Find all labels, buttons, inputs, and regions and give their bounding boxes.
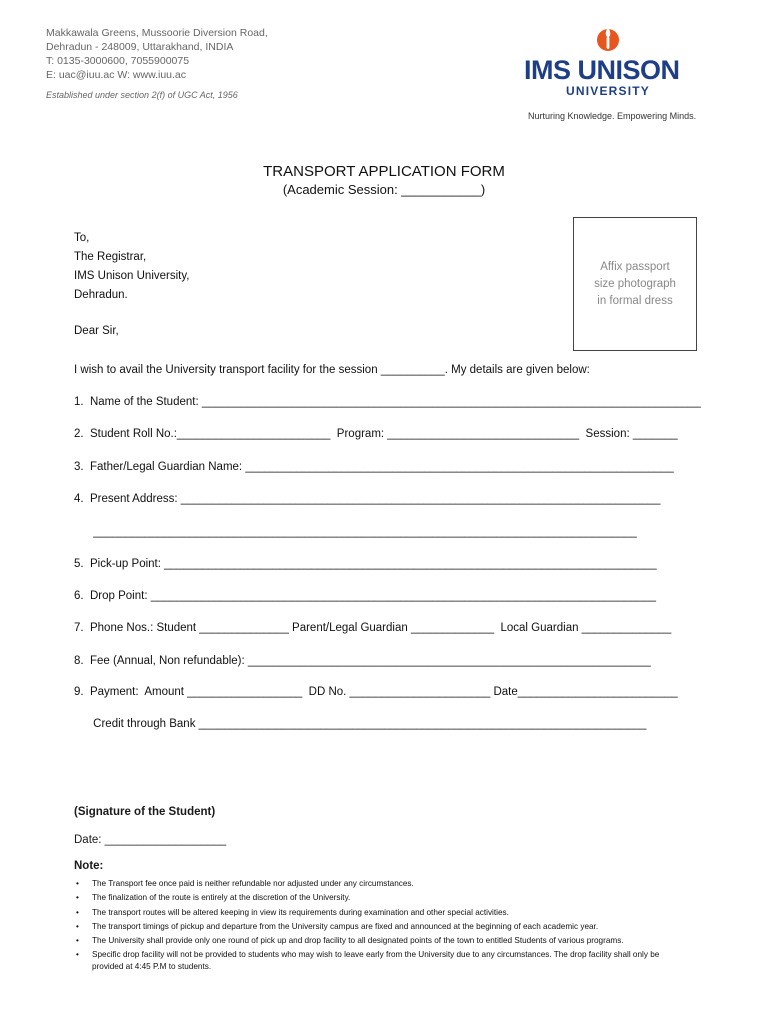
form-title: TRANSPORT APPLICATION FORM xyxy=(263,163,505,180)
established-note: Established under section 2(f) of UGC Act, 1956 xyxy=(46,90,238,100)
field-fee[interactable]: 8. Fee (Annual, Non refundable): _______________________________________________________________ xyxy=(74,655,651,667)
notes-list xyxy=(74,878,674,975)
flame-emblem-icon xyxy=(596,24,620,54)
letter-salutation: Dear Sir, xyxy=(74,325,119,337)
note-item: • The University shall provide only one round of pick up and drop facility to all designated points of the town to entitled Students of various programs. xyxy=(74,935,674,946)
field-present-address-line-2[interactable]: _____________________________________________________________________________________ xyxy=(74,526,637,538)
letter-registrar: The Registrar, xyxy=(74,251,147,263)
field-present-address[interactable]: 4. Present Address: ___________________________________________________________________________ xyxy=(74,493,661,505)
field-roll-program-session[interactable]: 2. Student Roll No.:________________________ Program: ______________________________ Session: _______ xyxy=(74,428,678,440)
note-item: • The transport routes will be altered keeping in view its requirements during examination and other special activities. xyxy=(74,907,674,918)
student-signature-label: (Signature of the Student) xyxy=(74,806,216,818)
letter-university: IMS Unison University, xyxy=(74,270,190,282)
date-field[interactable]: Date: ___________________ xyxy=(74,834,227,846)
logo-tagline: Nurturing Knowledge. Empowering Minds. xyxy=(528,111,697,121)
logo-subtitle: UNIVERSITY xyxy=(566,84,651,98)
photo-box xyxy=(573,217,697,351)
letter-to: To, xyxy=(74,232,90,244)
form-subtitle: (Academic Session: ___________) xyxy=(282,182,486,197)
note-item: • The finalization of the route is entirely at the discretion of the University. xyxy=(74,892,674,903)
photo-box-instructions: Affix passport size photograph in formal dress xyxy=(594,260,676,307)
logo-name: IMS UNISON xyxy=(524,55,680,85)
address-phone: T: 0135-3000600, 7055900075 xyxy=(46,55,190,67)
address-contact: E: uac@iuu.ac W: www.iuu.ac xyxy=(46,69,187,81)
field-pickup-point[interactable]: 5. Pick-up Point: _____________________________________________________________________________ xyxy=(74,558,657,570)
field-phone-numbers[interactable]: 7. Phone Nos.: Student ______________ Parent/Legal Guardian _____________ Local Guardian ______________ xyxy=(74,622,672,634)
university-logo xyxy=(524,24,704,121)
address-line-2: Dehradun - 248009, Uttarakhand, INDIA xyxy=(46,41,234,53)
field-guardian-name[interactable]: 3. Father/Legal Guardian Name: ___________________________________________________________________ xyxy=(74,461,674,473)
letter-city: Dehradun. xyxy=(74,289,128,301)
note-item: • The transport timings of pickup and departure from the University campus are fixed and announced at the beginning of each academic year. xyxy=(74,921,674,932)
note-item: • Specific drop facility will not be provided to students who may wish to leave early from the University due to any circumstances. The drop facility shall only be provided at 4:45 P.M to students. xyxy=(74,949,674,972)
address-line-1: Makkawala Greens, Mussoorie Diversion Road, xyxy=(46,27,268,39)
field-payment[interactable]: 9. Payment: Amount __________________ DD No. ______________________ Date_________________________ xyxy=(74,686,678,698)
note-heading: Note: xyxy=(74,860,104,872)
field-drop-point[interactable]: 6. Drop Point: _______________________________________________________________________________ xyxy=(74,590,656,602)
note-item: • The Transport fee once paid is neither refundable nor adjusted under any circumstances. xyxy=(74,878,674,889)
university-address-block xyxy=(46,26,268,102)
field-student-name[interactable]: 1. Name of the Student: ______________________________________________________________________________ xyxy=(74,396,701,408)
letter-intro: I wish to avail the University transport facility for the session __________. My details are given below: xyxy=(74,364,590,376)
field-credit-bank[interactable]: Credit through Bank ______________________________________________________________________ xyxy=(74,718,647,730)
